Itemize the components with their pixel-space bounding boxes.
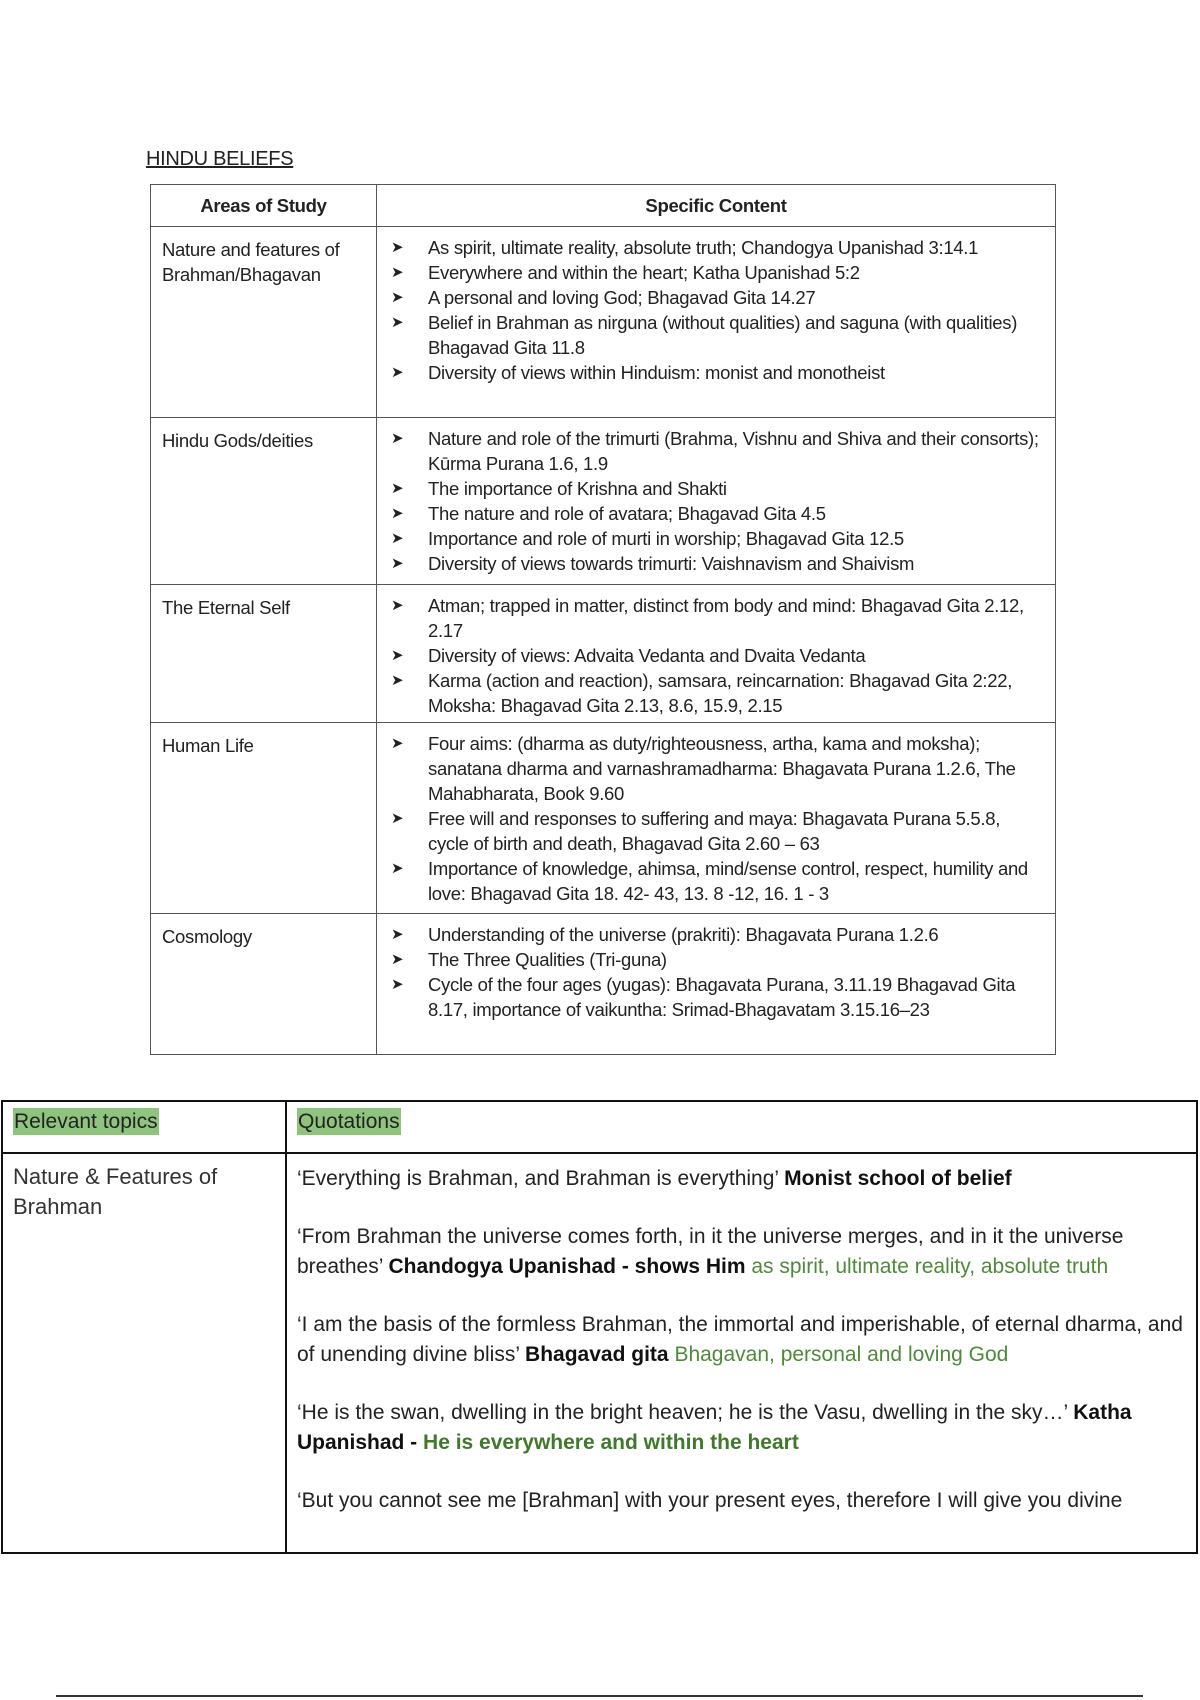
table-row [151,585,1056,723]
item-text: Cycle of the four ages (yugas): Bhagavata Purana, 3.11.19 Bhagavad Gita 8.17, importance of vaikuntha: Srimad-Bhagavatam 3.15.16–23 [428,974,1016,1020]
quotation [297,1486,1186,1516]
quote-text: ‘He is the swan, dwelling in the bright heaven; he is the Vasu, dwelling in the sky…’ [297,1401,1068,1424]
divider [56,1695,1143,1697]
arrow-bullet-icon: ➤ [391,860,404,877]
list-item [391,235,1045,260]
quote-note: Bhagavan, personal and loving God [674,1343,1009,1366]
quotations-table [1,1100,1198,1554]
table-row [151,914,1056,1055]
item-text: Everywhere and within the heart; Katha Upanishad 5:2 [428,262,860,283]
arrow-bullet-icon: ➤ [391,530,404,547]
topic-label: Nature & Features of Brahman [13,1164,218,1219]
arrow-bullet-icon: ➤ [391,505,404,522]
arrow-bullet-icon: ➤ [391,672,404,689]
item-text: The nature and role of avatara; Bhagavad Gita 4.5 [428,503,826,524]
item-text: Diversity of views towards trimurti: Vaishnavism and Shaivism [428,553,915,574]
table-row [151,227,1056,418]
item-text: The importance of Krishna and Shakti [428,478,727,499]
item-text: Importance of knowledge, ahimsa, mind/sense control, respect, humility and love: Bhagavad Gita 18. 42- 43, 13. 8 -12, 16. 1 - 3 [428,858,1028,904]
quote-source: Chandogya Upanishad - shows Him [388,1255,746,1278]
quote-text: ‘But you cannot see me [Brahman] with your present eyes, therefore I will give you divine [297,1489,1123,1512]
page-title: HINDU BELIEFS [146,148,294,170]
arrow-bullet-icon: ➤ [391,926,404,943]
quotation [297,1164,1186,1194]
content-list [391,731,1045,906]
content-list [391,593,1045,718]
arrow-bullet-icon: ➤ [391,555,404,572]
list-item [391,310,1045,360]
quotation [297,1310,1186,1370]
quote-text: ‘I am the basis of the formless Brahman, the immortal and imperishable, of eternal dharma, and of unending divine bliss’ [297,1313,1183,1366]
item-text: Free will and responses to suffering and maya: Bhagavata Purana 5.5.8, cycle of birth and death, Bhagavad Gita 2.60 – 63 [428,808,1001,854]
item-text: A personal and loving God; Bhagavad Gita 14.27 [428,287,816,308]
item-text: The Three Qualities (Tri-guna) [428,949,667,970]
quote-note: He is everywhere and within the heart [423,1431,799,1454]
area-cell: Hindu Gods/deities [151,418,377,585]
arrow-bullet-icon: ➤ [391,951,404,968]
area-cell: The Eternal Self [151,585,377,723]
arrow-bullet-icon: ➤ [391,314,404,331]
arrow-bullet-icon: ➤ [391,480,404,497]
table-row [151,418,1056,585]
content-list [391,235,1045,385]
arrow-bullet-icon: ➤ [391,430,404,447]
header-content: Specific Content [377,185,1056,227]
item-text: Atman; trapped in matter, distinct from body and mind: Bhagavad Gita 2.12, 2.17 [428,595,1024,641]
header-quotations: Quotations [298,1110,400,1133]
arrow-bullet-icon: ➤ [391,976,404,993]
list-item [391,731,1045,806]
list-item [391,476,1045,501]
list-item [391,426,1045,476]
quote-source: Bhagavad gita [525,1343,669,1366]
list-item [391,806,1045,856]
arrow-bullet-icon: ➤ [391,289,404,306]
quote-note: as spirit, ultimate reality, absolute truth [751,1255,1109,1278]
item-text: Diversity of views within Hinduism: monist and monotheist [428,362,885,383]
arrow-bullet-icon: ➤ [391,735,404,752]
arrow-bullet-icon: ➤ [391,647,404,664]
quotation [297,1222,1186,1282]
list-item [391,285,1045,310]
item-text: As spirit, ultimate reality, absolute truth; Chandogya Upanishad 3:14.1 [428,237,979,258]
item-text: Importance and role of murti in worship; Bhagavad Gita 12.5 [428,528,904,549]
arrow-bullet-icon: ➤ [391,597,404,614]
arrow-bullet-icon: ➤ [391,364,404,381]
list-item [391,643,1045,668]
quote-text: ‘From Brahman the universe comes forth, in it the universe merges, and in it the universe breathes’ [297,1225,1124,1278]
item-text: Karma (action and reaction), samsara, reincarnation: Bhagavad Gita 2:22, Moksha: Bhagavad Gita 2.13, 8.6, 15.9, 2.15 [428,670,1013,716]
list-item [391,922,1045,947]
list-item [391,501,1045,526]
list-item [391,947,1045,972]
quote-source: Katha Upanishad - [297,1401,1132,1454]
content-list [391,922,1045,1022]
quotation [297,1398,1186,1458]
list-item [391,526,1045,551]
quote-text: ‘Everything is Brahman, and Brahman is everything’ [297,1167,779,1190]
content-list [391,426,1045,576]
list-item [391,551,1045,576]
areas-of-study-table [150,184,1056,1055]
list-item [391,668,1045,718]
table-row [151,723,1056,914]
area-cell: Human Life [151,723,377,914]
header-topics: Relevant topics [14,1110,158,1133]
list-item [391,260,1045,285]
item-text: Nature and role of the trimurti (Brahma, Vishnu and Shiva and their consorts); Kūrma Purana 1.6, 1.9 [428,428,1039,474]
list-item [391,856,1045,906]
arrow-bullet-icon: ➤ [391,810,404,827]
arrow-bullet-icon: ➤ [391,239,404,256]
list-item [391,360,1045,385]
item-text: Belief in Brahman as nirguna (without qualities) and saguna (with qualities) Bhagavad Gita 11.8 [428,312,1018,358]
arrow-bullet-icon: ➤ [391,264,404,281]
item-text: Understanding of the universe (prakriti): Bhagavata Purana 1.2.6 [428,924,939,945]
list-item [391,593,1045,643]
header-areas: Areas of Study [151,185,377,227]
area-cell: Nature and features of Brahman/Bhagavan [151,227,377,418]
item-text: Four aims: (dharma as duty/righteousness, artha, kama and moksha); sanatana dharma and varnashramadharma: Bhagavata Purana 1.2.6, The Mahabharata, Book 9.60 [428,733,1016,804]
list-item [391,972,1045,1022]
item-text: Diversity of views: Advaita Vedanta and Dvaita Vedanta [428,645,866,666]
area-cell: Cosmology [151,914,377,1055]
quote-source: Monist school of belief [784,1167,1012,1190]
